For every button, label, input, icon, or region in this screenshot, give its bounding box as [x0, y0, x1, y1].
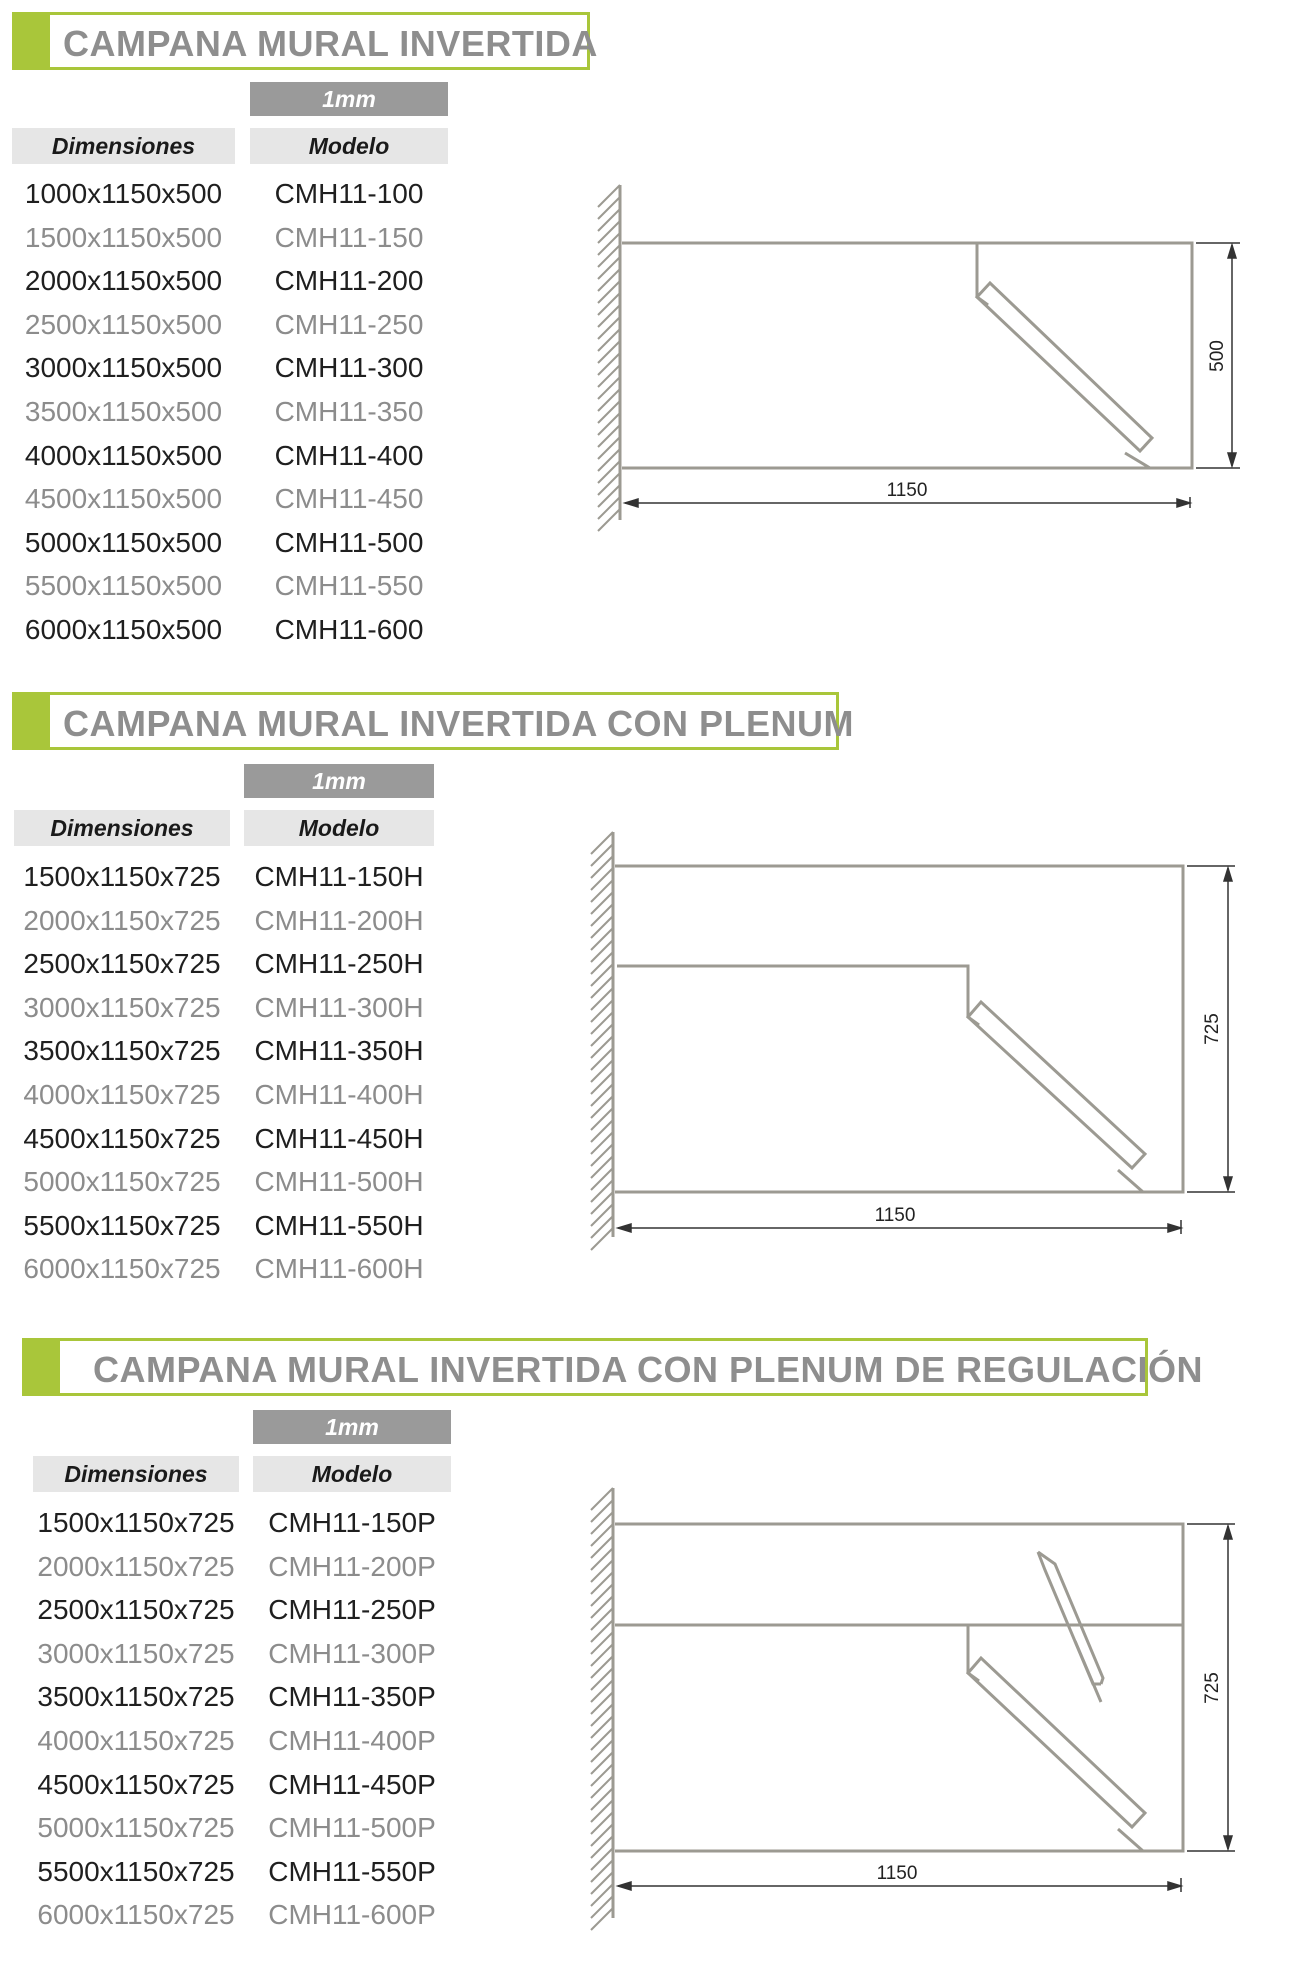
- section-1-drawing: [580, 185, 1240, 525]
- table-row: [0, 434, 600, 477]
- dimension-cell: 1500x1150x725: [23, 861, 221, 892]
- section-3-title: CAMPANA MURAL INVERTIDA CON PLENUM DE REGULACIÓN: [93, 1349, 1203, 1390]
- section-2-title: CAMPANA MURAL INVERTIDA CON PLENUM: [63, 703, 854, 744]
- table-row: [0, 1204, 600, 1247]
- table-row: [0, 1588, 600, 1631]
- dimension-cell: 2000x1150x500: [24, 265, 223, 297]
- dimension-cell: 4500x1150x725: [23, 1122, 221, 1154]
- wall-hatch: [591, 832, 613, 1250]
- dimension-cell: 4000x1150x725: [23, 1079, 221, 1110]
- title-accent-bar: [22, 1338, 60, 1396]
- model-cell: CMH11-250P: [268, 1594, 436, 1626]
- dimension-cell: 1500x1150x725: [37, 1507, 235, 1538]
- model-cell: CMH11-550H: [254, 1209, 424, 1241]
- model-cell: CMH11-300: [274, 352, 424, 384]
- column-header-dimensions: Dimensiones: [14, 810, 230, 846]
- column-header-model: Modelo: [244, 810, 434, 846]
- hood-outline: [622, 243, 1192, 468]
- model-cell: CMH11-400P: [268, 1725, 436, 1756]
- thickness-header: 1mm: [250, 82, 448, 116]
- section-3-title-box: [22, 1338, 1203, 1396]
- column-header-model: Modelo: [250, 128, 448, 164]
- section-1-title: CAMPANA MURAL INVERTIDA: [63, 23, 598, 64]
- table-row: [0, 1247, 600, 1290]
- column-header-dimensions: Dimensiones: [12, 128, 235, 164]
- dimension-cell: 5000x1150x725: [37, 1812, 235, 1844]
- table-row: [0, 1117, 600, 1160]
- model-cell: CMH11-550P: [268, 1855, 436, 1887]
- model-cell: CMH11-150P: [268, 1507, 436, 1538]
- dimension-cell: 3000x1150x725: [23, 991, 221, 1023]
- width-dimension-label: 1150: [886, 480, 928, 501]
- dimension-cell: 3500x1150x500: [24, 396, 223, 427]
- table-row: [0, 1160, 600, 1203]
- section-3-drawing: [575, 1488, 1235, 1928]
- thickness-header: 1mm: [244, 764, 434, 798]
- model-cell: CMH11-500P: [268, 1812, 436, 1844]
- dimension-cell: 1000x1150x500: [24, 178, 223, 209]
- dimension-cell: 2000x1150x725: [23, 904, 221, 936]
- model-cell: CMH11-400: [274, 439, 424, 471]
- dimension-cell: 5000x1150x500: [24, 526, 223, 558]
- table-row: [0, 1073, 600, 1116]
- table-row: [0, 1763, 600, 1806]
- dimension-cell: 5500x1150x725: [37, 1855, 235, 1887]
- model-cell: CMH11-250: [274, 308, 424, 340]
- column-header-dimensions: Dimensiones: [33, 1456, 239, 1492]
- dimension-cell: 5500x1150x500: [24, 570, 223, 602]
- table-row: [0, 346, 600, 389]
- model-cell: CMH11-400H: [254, 1079, 424, 1110]
- height-dimension-label: 725: [1202, 1013, 1223, 1045]
- title-accent-bar: [12, 692, 50, 750]
- model-cell: CMH11-200P: [268, 1550, 436, 1582]
- dimension-lines: [618, 1524, 1235, 1892]
- model-cell: CMH11-500H: [254, 1166, 424, 1198]
- table-row: [0, 855, 600, 898]
- model-cell: CMH11-300P: [268, 1637, 436, 1669]
- height-dimension-label: 500: [1207, 340, 1228, 372]
- table-row: [0, 1719, 600, 1762]
- dimension-cell: 2500x1150x725: [37, 1594, 235, 1626]
- table-row: [0, 1545, 600, 1588]
- section-2-drawing: [575, 832, 1235, 1247]
- column-header-model: Modelo: [253, 1456, 451, 1492]
- table-row: [0, 1850, 600, 1893]
- table-row: [0, 1806, 600, 1849]
- model-cell: CMH11-200: [274, 265, 424, 297]
- hood-outline: [615, 866, 1183, 1192]
- dimension-cell: 3500x1150x725: [37, 1681, 235, 1713]
- table-row: [0, 477, 600, 520]
- width-dimension-label: 1150: [876, 1863, 918, 1884]
- dimension-cell: 2000x1150x725: [37, 1550, 235, 1582]
- section-1-title-box: [12, 12, 598, 70]
- height-dimension-label: 725: [1202, 1672, 1223, 1704]
- dimension-cell: 4000x1150x725: [37, 1725, 235, 1756]
- table-row: [0, 1501, 600, 1544]
- table-row: [0, 259, 600, 302]
- model-cell: CMH11-250H: [254, 948, 424, 980]
- section-2-title-box: [12, 692, 854, 750]
- table-row: [0, 303, 600, 346]
- dimension-cell: 3500x1150x725: [23, 1035, 221, 1067]
- model-cell: CMH11-350H: [254, 1035, 424, 1067]
- model-cell: CMH11-450P: [268, 1768, 436, 1800]
- table-row: [0, 942, 600, 985]
- dimension-cell: 6000x1150x725: [37, 1899, 235, 1931]
- thickness-header: 1mm: [253, 1410, 451, 1444]
- model-cell: CMH11-350: [274, 396, 424, 427]
- table-row: [0, 1632, 600, 1675]
- model-cell: CMH11-550: [274, 570, 424, 602]
- table-row: [0, 899, 600, 942]
- table-row: [0, 608, 600, 651]
- model-cell: CMH11-350P: [268, 1681, 436, 1713]
- regulation-damper: [1038, 1552, 1103, 1702]
- model-cell: CMH11-600: [274, 614, 424, 645]
- model-cell: CMH11-150H: [254, 861, 424, 892]
- model-cell: CMH11-600H: [254, 1253, 424, 1285]
- dimension-cell: 2500x1150x725: [23, 948, 221, 980]
- model-cell: CMH11-100: [274, 178, 424, 209]
- model-cell: CMH11-450H: [254, 1122, 424, 1154]
- table-row: [0, 1675, 600, 1718]
- dimension-cell: 2500x1150x500: [24, 308, 223, 340]
- hood-outline: [615, 1524, 1183, 1851]
- dimension-cell: 3000x1150x725: [37, 1637, 235, 1669]
- table-row: [0, 986, 600, 1029]
- model-cell: CMH11-600P: [268, 1899, 436, 1931]
- table-row: [0, 390, 600, 433]
- model-cell: CMH11-450: [274, 483, 424, 515]
- dimension-cell: 6000x1150x725: [23, 1253, 221, 1285]
- width-dimension-label: 1150: [874, 1205, 916, 1226]
- dimension-cell: 5500x1150x725: [23, 1209, 221, 1241]
- dimension-cell: 4500x1150x725: [37, 1768, 235, 1800]
- model-cell: CMH11-300H: [254, 991, 424, 1023]
- dimension-cell: 3000x1150x500: [24, 352, 223, 384]
- dimension-cell: 1500x1150x500: [24, 221, 223, 253]
- table-row: [0, 564, 600, 607]
- wall-hatch: [591, 1488, 613, 1930]
- table-row: [0, 172, 600, 215]
- dimension-lines: [618, 866, 1235, 1234]
- table-row: [0, 521, 600, 564]
- table-row: [0, 216, 600, 259]
- model-cell: CMH11-500: [274, 526, 424, 558]
- dimension-cell: 4500x1150x500: [24, 483, 223, 515]
- model-cell: CMH11-200H: [254, 904, 424, 936]
- dimension-cell: 6000x1150x500: [24, 614, 223, 645]
- table-row: [0, 1893, 600, 1936]
- dimension-cell: 4000x1150x500: [24, 439, 223, 471]
- table-row: [0, 1029, 600, 1072]
- model-cell: CMH11-150: [274, 221, 424, 253]
- title-accent-bar: [12, 12, 50, 70]
- dimension-cell: 5000x1150x725: [23, 1166, 221, 1198]
- wall-hatch: [598, 185, 620, 531]
